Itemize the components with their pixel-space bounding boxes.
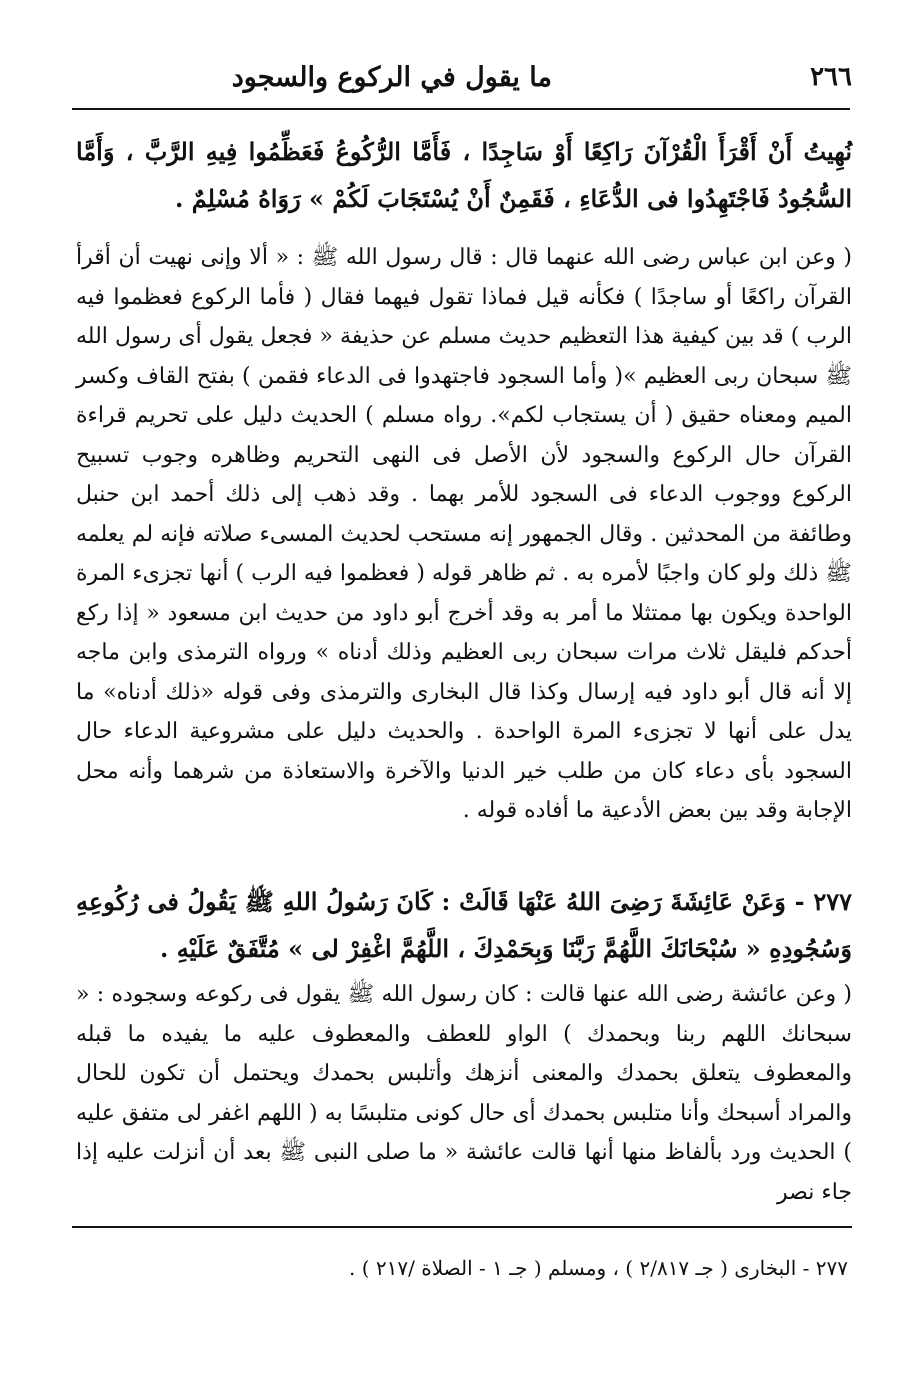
page-number: ٢٦٦ [810, 62, 852, 92]
commentary-paragraph: ( وعن ابن عباس رضى الله عنهما قال : قال رسول الله ﷺ : « ألا وإنى نهيت أن أقرأ القرآن راكعًا أو ساجدًا ) فكأنه قيل فماذا تقول فيهما فقال ( فأما الركوع فعظموا فيه الرب ) قد بين كيفية هذا التعظيم حديث مسلم عن حذيفة « فجعل يقول أى رسول الله ﷺ سبحان ربى العظيم »( وأما السجود فاجتهدوا فى الدعاء فقمن ) بفتح القاف وكسر الميم ومعناه حقيق ( أن يستجاب لكم». رواه مسلم ) الحديث دليل على تحريم قراءة القرآن حال الركوع والسجود لأن الأصل فى النهى التحريم وظاهره وجوب تسبيح الركوع ووجوب الدعاء فى السجود للأمر بهما . وقد ذهب إلى ذلك أحمد ابن حنبل وطائفة من المحدثين . وقال الجمهور إنه مستحب لحديث المسىء صلاته فإنه لم يعلمه ﷺ ذلك ولو كان واجبًا لأمره به . ثم ظاهر قوله ( فعظموا فيه الرب ) أنها تجزىء المرة الواحدة ويكون بها ممتثلا ما أمر به وقد أخرج أبو داود من حديث ابن مسعود « إذا ركع أحدكم فليقل ثلاث مرات سبحان ربى العظيم وذلك أدناه » ورواه الترمذى وابن ماجه إلا أنه قال أبو داود فيه إرسال وكذا قال البخارى والترمذى وفى قوله «ذلك أدناه» ما يدل على أنها لا تجزىء المرة الواحدة . والحديث دليل على مشروعية الدعاء حال السجود بأى دعاء كان من طلب خير الدنيا والآخرة والاستعاذة من شرهما وأنه محل الإجابة وقد بين بعض الأدعية ما أفاده قوله . [76, 245, 852, 823]
running-title: ما يقول في الركوع والسجود [231, 62, 552, 93]
footnote: ٢٧٧ - البخارى ( جـ ٢/٨١٧ ) ، ومسلم ( جـ ١ - الصلاة /٢١٧ ) . [349, 1256, 848, 1280]
commentary-paragraph: ( وعن عائشة رضى الله عنها قالت : كان رسول الله ﷺ يقول فى ركوعه وسجوده : « سبحانك اللهم ربنا وبحمدك ) الواو للعطف والمعطوف عليه ما يفيده ما قبله والمعطوف يتعلق بحمدك والمعنى أنزهك وأتلبس بحمدك ويحتمل أن تكون للحال والمراد أسبحك وأنا متلبس بحمدك أى حال كونى متلبسًا به ( اللهم اغفر لى متفق عليه ) الحديث ورد بألفاظ منها أنها قالت عائشة « ما صلى النبى ﷺ بعد أن أنزلت عليه إذا جاء نصر [76, 982, 852, 1205]
header-divider [72, 108, 850, 110]
footnote-divider [72, 1226, 852, 1228]
page-header [72, 62, 852, 102]
commentary-276 [76, 238, 852, 831]
hadith-277-text [76, 878, 852, 972]
hadith-text: ٢٧٧ - وَعَنْ عَائِشَةَ رَضِىَ اللهُ عَنْهَا قَالَتْ : كَانَ رَسُولُ اللهِ ﷺ يَقُولُ فى رُكُوعِهِ وَسُجُودِهِ « سُبْحَانَكَ اللَّهُمَّ رَبَّنَا وَبِحَمْدِكَ ، اللَّهُمَّ اغْفِرْ لى » مُتَّفَقٌ عَلَيْهِ . [76, 887, 852, 963]
hadith-276-text [76, 128, 852, 222]
hadith-text: نُهِيتُ أَنْ أَقْرَأَ الْقُرْآنَ رَاكِعًا أَوْ سَاجِدًا ، فَأَمَّا الرُّكُوعُ فَعَظِّمُوا فِيهِ الرَّبَّ ، وَأَمَّا السُّجُودُ فَاجْتَهِدُوا فى الدُّعَاءِ ، فَقَمِنٌ أَنْ يُسْتَجَابَ لَكُمْ » رَوَاهُ مُسْلِمٌ . [76, 137, 852, 213]
commentary-277 [76, 975, 852, 1212]
